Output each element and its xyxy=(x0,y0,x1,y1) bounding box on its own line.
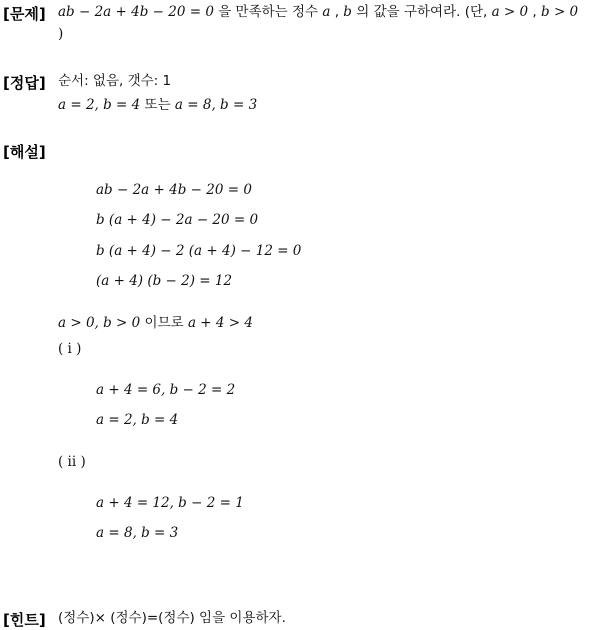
problem-var-b: b xyxy=(343,4,352,20)
solution-cond: a > 0, b > 0 xyxy=(58,315,141,331)
hint-tag: [힌트] xyxy=(3,611,46,629)
problem-text-2: 의 값을 구하여라. (단, xyxy=(351,4,492,20)
solution-condition xyxy=(58,314,253,332)
problem-tag: [문제] xyxy=(3,5,46,23)
solution-step-2: b (a + 4) − 2a − 20 = 0 xyxy=(96,212,259,228)
case-1-line-1: a + 4 = 6, b − 2 = 2 xyxy=(96,382,236,398)
solution-step-1: ab − 2a + 4b − 20 = 0 xyxy=(96,182,252,198)
case-2-line-1: a + 4 = 12, b − 2 = 1 xyxy=(96,495,244,511)
answer-or: 또는 xyxy=(140,97,175,113)
case-1-line-2: a = 2, b = 4 xyxy=(96,412,179,428)
problem-line-1 xyxy=(58,3,578,21)
solution-cond-text: 이므로 xyxy=(140,315,188,331)
case-2-line-2: a = 8, b = 3 xyxy=(96,525,179,541)
case-2-label: ( ii ) xyxy=(58,454,86,470)
problem-cond-a: a > 0 xyxy=(491,4,529,20)
problem-comma: , xyxy=(330,4,344,20)
solution-step-3: b (a + 4) − 2 (a + 4) − 12 = 0 xyxy=(96,243,302,259)
hint-text: (정수)× (정수)=(정수) 임을 이용하자. xyxy=(58,610,286,626)
problem-var-a: a xyxy=(322,4,331,20)
answer-line-2 xyxy=(58,96,257,114)
solution-tag: [해설] xyxy=(3,143,46,161)
problem-text-1: 을 만족하는 정수 xyxy=(213,4,323,20)
case-1-label: ( i ) xyxy=(58,341,82,357)
problem-equation: ab − 2a + 4b − 20 = 0 xyxy=(58,4,214,20)
problem-close-paren: ) xyxy=(58,26,64,42)
problem-cond-b: b > 0 xyxy=(541,4,579,20)
solution-step-4: (a + 4) (b − 2) = 12 xyxy=(96,273,233,289)
answer-line-1: 순서: 없음, 갯수: 1 xyxy=(58,73,172,89)
solution-cond-result: a + 4 > 4 xyxy=(187,315,253,331)
problem-comma-2: , xyxy=(528,4,542,20)
answer-2: a = 8, b = 3 xyxy=(174,97,258,113)
answer-tag: [정답] xyxy=(3,74,46,92)
answer-1: a = 2, b = 4 xyxy=(58,97,141,113)
